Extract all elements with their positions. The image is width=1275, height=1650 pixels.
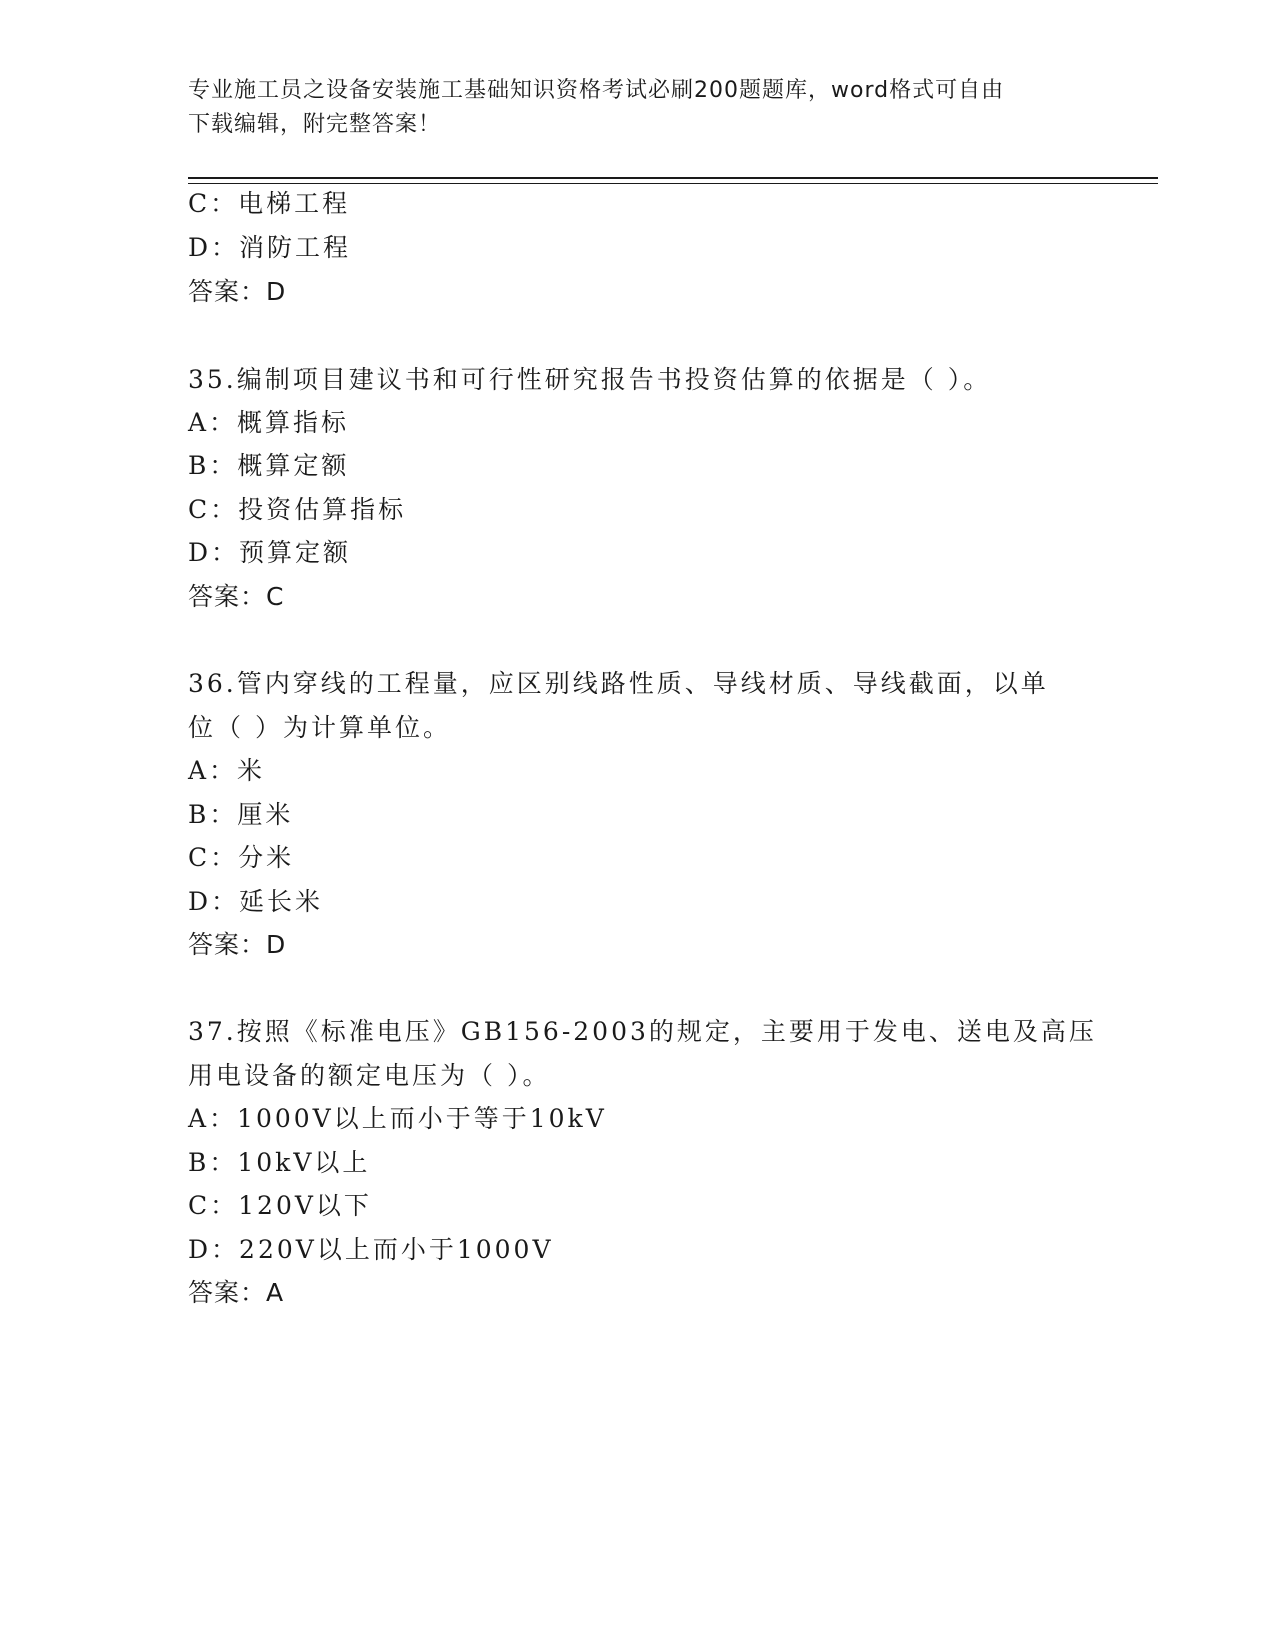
- answer: 答案：D: [188, 277, 287, 306]
- question-stem-cont: 用电设备的额定电压为（ ）。: [188, 1061, 551, 1090]
- option-d: D：延长米: [188, 887, 324, 916]
- document-header: [188, 74, 1088, 142]
- question-stem: 37.按照《标准电压》GB156-2003的规定，主要用于发电、送电及高压: [188, 1017, 1097, 1046]
- option-a: A：概算指标: [188, 408, 350, 437]
- option-c: C：120V以下: [188, 1191, 372, 1220]
- option-a: A：米: [188, 756, 266, 785]
- option-a: A：1000V以上而小于等于10kV: [188, 1104, 607, 1133]
- option-c: C：电梯工程: [188, 189, 351, 218]
- option-d: D：预算定额: [188, 538, 352, 567]
- question-stem-cont: 位（ ）为计算单位。: [188, 713, 451, 742]
- question-stem: 35.编制项目建议书和可行性研究报告书投资估算的依据是（ ）。: [188, 365, 992, 394]
- option-d: D：消防工程: [188, 233, 352, 262]
- option-d: D：220V以上而小于1000V: [188, 1235, 554, 1264]
- answer: 答案：D: [188, 930, 287, 959]
- answer: 答案：C: [188, 582, 285, 611]
- header-divider-thin: [188, 183, 1158, 184]
- question-stem: 36.管内穿线的工程量，应区别线路性质、导线材质、导线截面，以单: [188, 669, 1049, 698]
- answer: 答案：A: [188, 1278, 285, 1307]
- option-c: C：投资估算指标: [188, 495, 407, 524]
- header-line-1: 专业施工员之设备安装施工基础知识资格考试必刷200题题库，word格式可自由: [188, 78, 1005, 103]
- option-c: C：分米: [188, 843, 295, 872]
- option-b: B：概算定额: [188, 451, 350, 480]
- header-divider: [188, 177, 1158, 179]
- option-b: B：厘米: [188, 800, 294, 829]
- header-line-2: 下载编辑，附完整答案！: [188, 112, 442, 137]
- option-b: B：10kV以上: [188, 1148, 371, 1177]
